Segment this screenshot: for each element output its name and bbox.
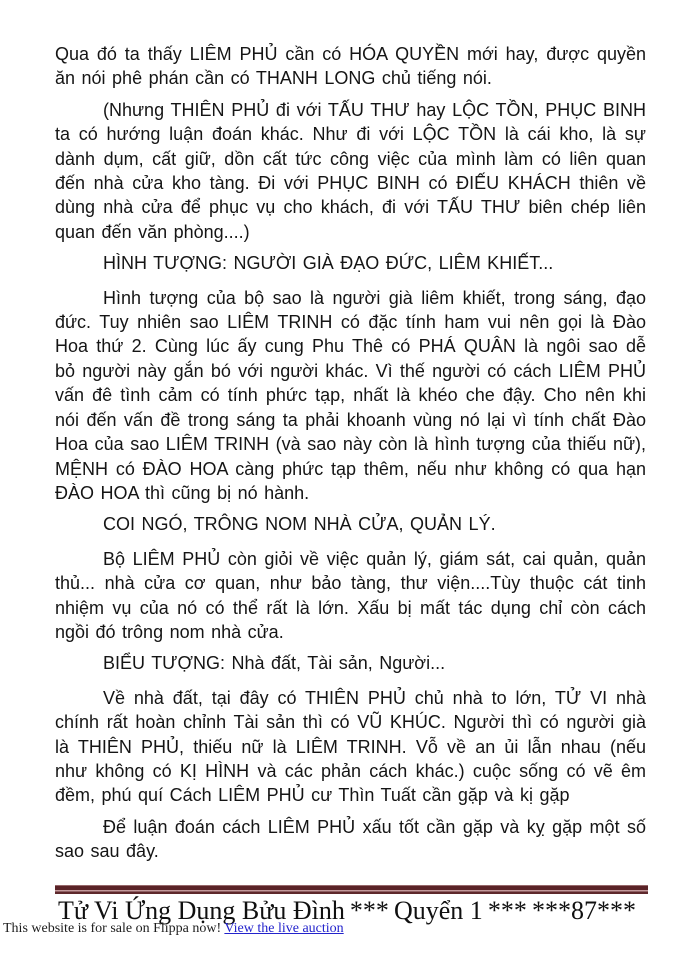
sale-auction-link[interactable]: View the live auction xyxy=(224,921,344,936)
footer-page-number: ***87*** xyxy=(531,896,636,925)
body-text xyxy=(55,42,646,871)
footer-separator-1: *** xyxy=(349,896,389,925)
sale-notice-text: This website is for sale on Flippa now! xyxy=(3,921,222,936)
sale-notice xyxy=(3,921,344,937)
footer-volume: Quyển 1 xyxy=(393,896,483,925)
heading-hinh-tuong: HÌNH TƯỢNG: NGƯỜI GIÀ ĐẠO ĐỨC, LIÊM KHIẾT... xyxy=(103,253,554,274)
heading-bieu-tuong: BIỂU TƯỢNG: Nhà đất, Tài sản, Người... xyxy=(103,653,446,674)
paragraph-coi-ngo-detail: Bộ LIÊM PHỦ còn giỏi về việc quản lý, giám sát, cai quản, quản thủ... nhà cửa cơ quan, như bảo tàng, thư viện....Tùy thuộc cát tinh nhiệm vụ của nó có thể rất là lớn. Xấu bị mất tác dụng chỉ còn cách ngồi đó trông nom nhà cửa. xyxy=(55,548,646,642)
footer-separator-2: *** xyxy=(487,896,527,925)
footer-divider-rule xyxy=(55,885,648,894)
paragraph-hinh-tuong-detail: Hình tượng của bộ sao là người già liêm khiết, trong sáng, đạo đức. Tuy nhiên sao LIÊM TRINH có đặc tính ham vui nên gọi là Đào Hoa thứ 2. Cùng lúc ấy cung Phu Thê có PHÁ QUÂN là ngôi sao dễ bỏ người này gắn bó với người khác. Vì thế người có cách LIÊM PHỦ vấn đê tình cảm có tính phức tạp, nhất là khéo che đậy. Cho nên khi nói đến vấn đề trong sáng ta phải khoanh vùng nó lại vì tính chất Đào Hoa của sao LIÊM TRINH (và sao này còn là hình tượng của thiếu nữ), MỆNH có ĐÀO HOA càng phức tạp thêm, nếu như không có qua hạn ĐÀO HOA thì cũng bị nó hành. xyxy=(55,287,646,503)
paragraph-hoa-quyen: Qua đó ta thấy LIÊM PHỦ cần có HÓA QUYỀN mới hay, được quyền ăn nói phê phán cần có THANH LONG chủ tiếng nói. xyxy=(55,44,646,89)
paragraph-bieu-tuong-detail: Về nhà đất, tại đây có THIÊN PHỦ chủ nhà to lớn, TỬ VI nhà chính rất hoàn chỉnh Tài sản thì có VŨ KHÚC. Người thì có người già là THIÊN PHỦ, thiếu nữ là LIÊM TRINH. Vỗ về an ủi lẫn nhau (nếu như không có KỊ HÌNH và các phản cách khác.) cuộc sống có vẽ êm đềm, phú quí Cách LIÊM PHỦ cư Thìn Tuất cần gặp và kị gặp xyxy=(55,687,646,806)
paragraph-thien-phu-note: (Nhưng THIÊN PHỦ đi với TẤU THƯ hay LỘC TỒN, PHỤC BINH ta có hướng luận đoán khác. Như đi với LỘC TỒN là cái kho, là sự dành dụm, cất giữ, dồn cất tức công việc của mình làm có liên quan đến nhà cửa kho tàng. Đi với PHỤC BINH có ĐIẾU KHÁCH thiên về dùng nhà cửa để phục vụ cho khách, đi với TẤU THƯ biên chép liên quan đến văn phòng....) xyxy=(55,99,646,242)
heading-coi-ngo: COI NGÓ, TRÔNG NOM NHÀ CỬA, QUẢN LÝ. xyxy=(103,514,496,535)
paragraph-closing: Để luận đoán cách LIÊM PHỦ xấu tốt cần gặp và kỵ gặp một số sao sau đây. xyxy=(55,816,646,862)
footer-book-title: Tử Vi Ứng Dụng Bửu Đình xyxy=(58,896,345,925)
